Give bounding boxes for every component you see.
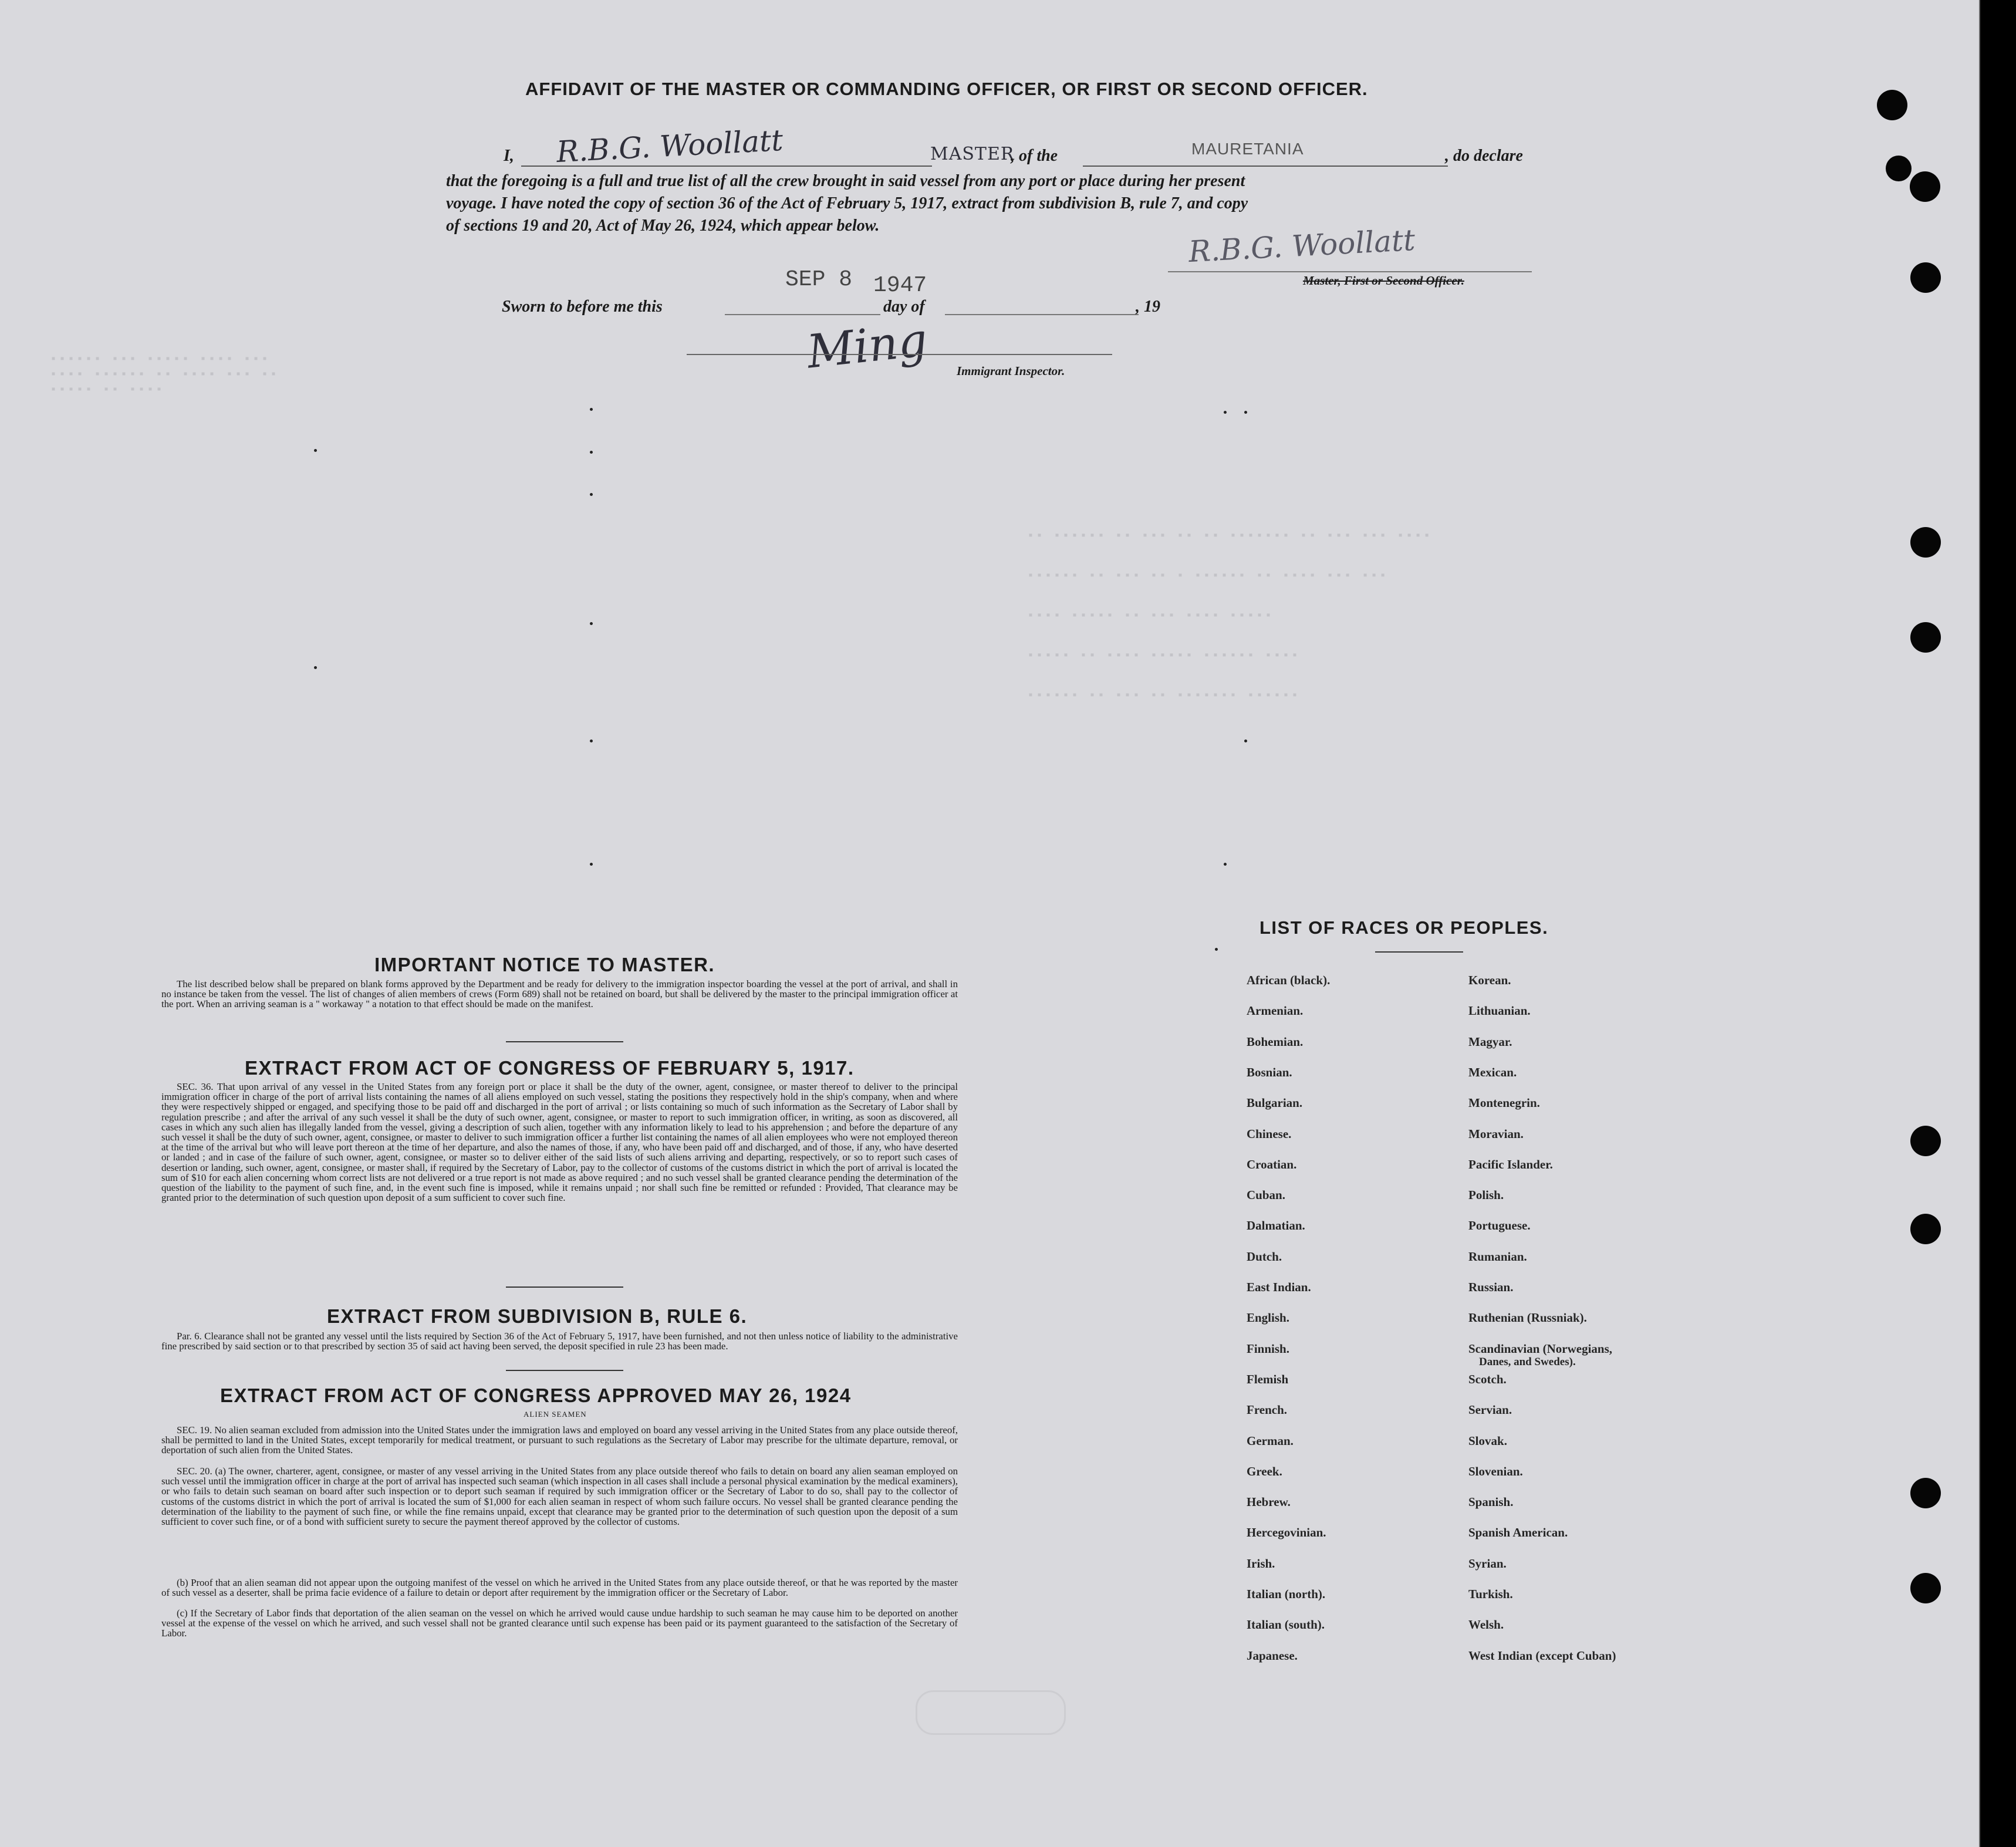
date-stamp-year: 1947 — [873, 273, 927, 298]
race-item: Italian (south). — [1247, 1618, 1325, 1632]
punch-hole — [1886, 156, 1912, 181]
do-declare-label: , do declare — [1445, 147, 1523, 165]
rank-handwritten: MASTER — [930, 144, 1015, 164]
race-item: Scotch. — [1468, 1372, 1507, 1386]
race-item: Turkish. — [1468, 1587, 1513, 1601]
race-item: German. — [1247, 1433, 1294, 1448]
sworn-day-field — [725, 314, 880, 315]
extract-1924-title: EXTRACT FROM ACT OF CONGRESS APPROVED MAY 26, 1924 — [220, 1385, 852, 1406]
declaration-line-3: of sections 19 and 20, Act of May 26, 1924, which appear below. — [446, 217, 880, 235]
inspector-caption: Immigrant Inspector. — [957, 364, 1065, 378]
speck — [590, 740, 593, 742]
race-item: Irish. — [1247, 1556, 1275, 1571]
affidavit-title: AFFIDAVIT OF THE MASTER OR COMMANDING OFFICER, OR FIRST OR SECOND OFFICER. — [525, 79, 1368, 99]
speck — [1224, 863, 1227, 866]
extract-1917-title: EXTRACT FROM ACT OF CONGRESS OF FEBRUARY 5, 1917. — [245, 1057, 855, 1079]
race-item: Slovak. — [1468, 1433, 1507, 1448]
punch-hole — [1910, 622, 1941, 653]
i-label: I, — [504, 147, 514, 165]
bleed-through-marks: ▪▪ ▪▪▪▪▪▪ ▪▪ ▪▪▪ ▪▪ ▪▪ ▪▪▪▪▪▪▪ ▪▪ ▪▪▪ ▪▪▪ ▪▪▪▪ ▪▪▪▪▪▪ ▪▪ ▪▪▪ ▪▪ ▪ ▪▪▪▪▪▪ ▪▪ ▪▪▪▪ ▪▪▪ ▪▪▪ ▪▪▪▪ ▪▪▪▪▪ ▪▪ ▪▪▪ ▪▪▪▪ ▪▪▪▪▪ ▪▪▪▪▪ ▪▪ ▪▪▪▪ ▪▪▪▪▪ ▪▪▪▪▪▪ ▪▪▪▪ ▪▪▪▪▪▪ ▪▪ ▪▪▪ ▪▪ ▪▪▪▪▪▪▪ ▪▪▪▪▪▪ — [1027, 529, 1433, 703]
races-title: LIST OF RACES OR PEOPLES. — [1259, 917, 1549, 938]
race-item: West Indian (except Cuban) — [1468, 1648, 1616, 1663]
race-item: Dalmatian. — [1247, 1218, 1305, 1233]
race-item: Greek. — [1247, 1464, 1282, 1478]
speck — [314, 449, 317, 452]
extract-1917-text: SEC. 36. That upon arrival of any vessel in the United States from any foreign port or place it shall be the duty of the owner, agent, consignee, or master thereof to deliver to the principal immigration officer in charge of the port of arrival lists containing the names of all aliens employed on such vessel, stating the positions they respectively hold in the ship's company, when and where they were respectively shipped or engaged, and specifying those to be paid off and discharged in the port of arrival ; or lists containing so much of such information as the Secretary of Labor shall by regulation prescribe ; and after the arrival of any such vessel it shall be the duty of such owner, agent, consignee, or master to report to such immigration officer, in writing, as soon as discovered, all cases in which any such alien has illegally landed from the vessel, giving a description of such alien, together with any information likely to lead to his apprehension ; and before the departure of any such vessel it shall be the duty of such owner, agent, consignee, or master to deliver to such immigration officer a further list containing the names of all alien employees who were not employed thereon at the time of the arrival but who will leave port thereon at the time of her departure, and also the names of those, if any, who have been paid off and discharged, and of those, if any, who have deserted or landed ; and in case of the failure of such owner, agent, consignee, or master so to deliver either of the said lists of such aliens arriving and departing, respectively, or so to report such cases of desertion or landing, such owner, agent, consignee, or master shall, if required by the Secretary of Labor, pay to the collector of customs of the customs district in which the port of arrival is located the sum of $10 for each alien concerning whom correct lists are not delivered or a true report is not made as above required ; and no such vessel shall be granted clearance pending the determination of the question of the liability to the payment of such fine, and, in the event such fine is imposed, while it remains unpaid ; nor shall such fine be remitted or refunded : Provided, That clearance may be granted prior to the determination of such question upon deposit of a sum sufficient to cover such fine. — [161, 1081, 958, 1204]
race-item: Bosnian. — [1247, 1065, 1292, 1079]
race-item: Japanese. — [1247, 1648, 1298, 1663]
race-item: Spanish. — [1468, 1495, 1514, 1510]
race-item: Cuban. — [1247, 1188, 1285, 1203]
race-item: Spanish American. — [1468, 1525, 1568, 1540]
punch-hole — [1910, 262, 1941, 293]
speck — [1215, 948, 1218, 951]
notice-text: The list described below shall be prepared on blank forms approved by the Department and be ready for delivery to the immigration inspector boarding the vessel at the port of arrival, and shall in no instance be taken from the vessel. The list of changes of alien members of crews (Form 689) shall not be retained on board, but shall be delivered by the master to the principal immigration officer at the port. When an arriving seaman is a " workaway " a notation to that effect should be made on the manifest. — [161, 978, 958, 1010]
speck — [1224, 411, 1227, 414]
officer-caption: Master, First or Second Officer. — [1303, 273, 1464, 288]
master-signature: R.B.G. Woollatt — [555, 123, 784, 170]
section-divider — [506, 1370, 623, 1371]
punch-hole — [1910, 171, 1940, 202]
race-item: Mexican. — [1468, 1065, 1517, 1079]
race-item: Bulgarian. — [1247, 1096, 1303, 1110]
race-item: Rumanian. — [1468, 1249, 1527, 1264]
speck — [314, 666, 317, 669]
race-item: Polish. — [1468, 1188, 1504, 1203]
race-item: Italian (north). — [1247, 1587, 1326, 1601]
race-item: Korean. — [1468, 973, 1511, 987]
vessel-name: MAURETANIA — [1191, 140, 1304, 158]
speck — [1244, 740, 1247, 742]
faint-stamp — [916, 1690, 1066, 1735]
races-title-underline — [1375, 951, 1463, 953]
race-item: Scandinavian (Norwegians, — [1468, 1341, 1613, 1356]
speck — [1244, 411, 1247, 414]
day-of-label: day of — [883, 298, 925, 316]
notice-title: IMPORTANT NOTICE TO MASTER. — [374, 954, 715, 975]
race-item: English. — [1247, 1311, 1289, 1325]
extract-1924-subtitle: ALIEN SEAMEN — [524, 1410, 587, 1419]
race-item: Lithuanian. — [1468, 1004, 1531, 1018]
sec-19-text: SEC. 19. No alien seaman excluded from admission into the United States under the immigration laws and employed on board any vessel arriving in the United States from any place outside thereof, shall be permitted to land in the United States, except temporarily for medical treatment, or pursuant to such regulations as the Secretary of Labor may prescribe for the ultimate departure, removal, or deportation of such alien from the United States. — [161, 1424, 958, 1456]
race-item: Welsh. — [1468, 1618, 1504, 1632]
sec-20b-text: (b) Proof that an alien seaman did not appear upon the outgoing manifest of the vessel on which he arrived in the United States from any place outside thereof, or that he was reported by the master of such vessel as a deserter, shall be prima facie evidence of a failure to detain or deport after requirement by the immigration officer or the Secretary of Labor. — [161, 1577, 958, 1599]
race-item: Flemish — [1247, 1372, 1289, 1386]
sec-20c-text: (c) If the Secretary of Labor finds that deportation of the alien seaman on the vessel on which he arrived would cause undue hardship to such seaman he may cause him to be deported on another vessel at the expense of the vessel on which he arrived, and such vessel shall not be granted clearance until such expense has been paid or its payment guaranteed to the satisfaction of the Secretary of Labor. — [161, 1608, 958, 1639]
sworn-month-field — [945, 314, 1139, 315]
race-item: African (black). — [1247, 973, 1331, 987]
race-item: Syrian. — [1468, 1556, 1507, 1571]
race-item: Portuguese. — [1468, 1218, 1531, 1233]
punch-hole — [1910, 1214, 1941, 1244]
punch-hole — [1910, 1478, 1941, 1508]
race-item: Slovenian. — [1468, 1464, 1523, 1478]
punch-hole — [1910, 1126, 1941, 1156]
declaration-line-1: that the foregoing is a full and true list of all the crew brought in said vessel from any port or place during her present — [446, 172, 1245, 190]
sworn-label: Sworn to before me this — [502, 298, 663, 316]
race-item: East Indian. — [1247, 1280, 1311, 1294]
race-item: Hebrew. — [1247, 1495, 1291, 1510]
sec-20a-text: SEC. 20. (a) The owner, charterer, agent, consignee, or master of any vessel arriving in the United States from any place outside thereof who fails to detain on board any alien seaman employed on such vessel until the immigration officer in charge at the port of arrival has inspected such seaman (which inspection in all cases shall include a personal physical examination by the medical examiners), or who fails to detain such seaman on board after such inspection or to deport such seaman if required by such immigration officer or the Secretary of Labor to do so, shall pay to the collector of customs of the customs district in which the port of arrival is located the sum of $1,000 for each alien seaman in respect of whom such failure occurs. No vessel shall be granted clearance pending the determination of the liability to the payment of such fine, or while the fine remains unpaid, except that clearance may be granted prior to the determination of such question upon the deposit of a sum sufficient to cover such fine, or of a bond with sufficient surety to secure the payment thereof approved by the collector of customs. — [161, 1466, 958, 1528]
race-item: Moravian. — [1468, 1126, 1524, 1141]
race-item: Russian. — [1468, 1280, 1514, 1294]
officer-signature: R.B.G. Woollatt — [1187, 222, 1416, 269]
speck — [590, 863, 593, 866]
extract-rule-title: EXTRACT FROM SUBDIVISION B, RULE 6. — [327, 1305, 748, 1327]
section-divider — [506, 1041, 623, 1042]
year-prefix: , 19 — [1136, 298, 1160, 316]
race-item: Dutch. — [1247, 1249, 1282, 1264]
speck — [590, 451, 593, 454]
officer-signature-line — [1168, 271, 1532, 272]
speck — [590, 493, 593, 496]
of-the-label: , of the — [1011, 147, 1058, 165]
section-divider — [506, 1287, 623, 1288]
inspector-signature-line — [687, 354, 1112, 355]
race-item: Servian. — [1468, 1403, 1512, 1417]
race-item: Pacific Islander. — [1468, 1157, 1553, 1171]
date-stamp-month: SEP 8 — [785, 267, 853, 292]
race-item: Montenegrin. — [1468, 1096, 1540, 1110]
race-item: Croatian. — [1247, 1157, 1297, 1171]
race-item: Ruthenian (Russniak). — [1468, 1311, 1587, 1325]
inspector-signature: Ming — [804, 313, 930, 379]
punch-hole — [1910, 527, 1941, 558]
bleed-through-marks: ▪▪▪▪▪▪ ▪▪▪ ▪▪▪▪▪ ▪▪▪▪ ▪▪▪ ▪▪▪▪ ▪▪▪▪▪▪ ▪▪ ▪▪▪▪ ▪▪▪ ▪▪ ▪▪▪▪▪ ▪▪ ▪▪▪▪ — [50, 353, 279, 397]
punch-hole — [1910, 1573, 1941, 1603]
race-item: Finnish. — [1247, 1341, 1289, 1356]
race-item: Magyar. — [1468, 1034, 1512, 1049]
speck — [590, 622, 593, 625]
race-item: Danes, and Swedes). — [1479, 1356, 1576, 1368]
vessel-name-field — [1083, 166, 1448, 167]
race-item: French. — [1247, 1403, 1288, 1417]
punch-hole — [1877, 90, 1907, 120]
race-item: Armenian. — [1247, 1004, 1304, 1018]
race-item: Chinese. — [1247, 1126, 1292, 1141]
speck — [590, 408, 593, 411]
extract-rule-text: Par. 6. Clearance shall not be granted any vessel until the lists required by Section 36 of the Act of February 5, 1917, have been furnished, and not then unless notice of liability to the administrative fine prescribed by said section or to that prescribed by section 35 of said act having been served, the deposit specified in rule 23 has been made. — [161, 1331, 958, 1352]
race-item: Hercegovinian. — [1247, 1525, 1326, 1540]
declaration-line-2: voyage. I have noted the copy of section 36 of the Act of February 5, 1917, extract from subdivision B, rule 7, and copy — [446, 194, 1248, 212]
race-item: Bohemian. — [1247, 1034, 1304, 1049]
